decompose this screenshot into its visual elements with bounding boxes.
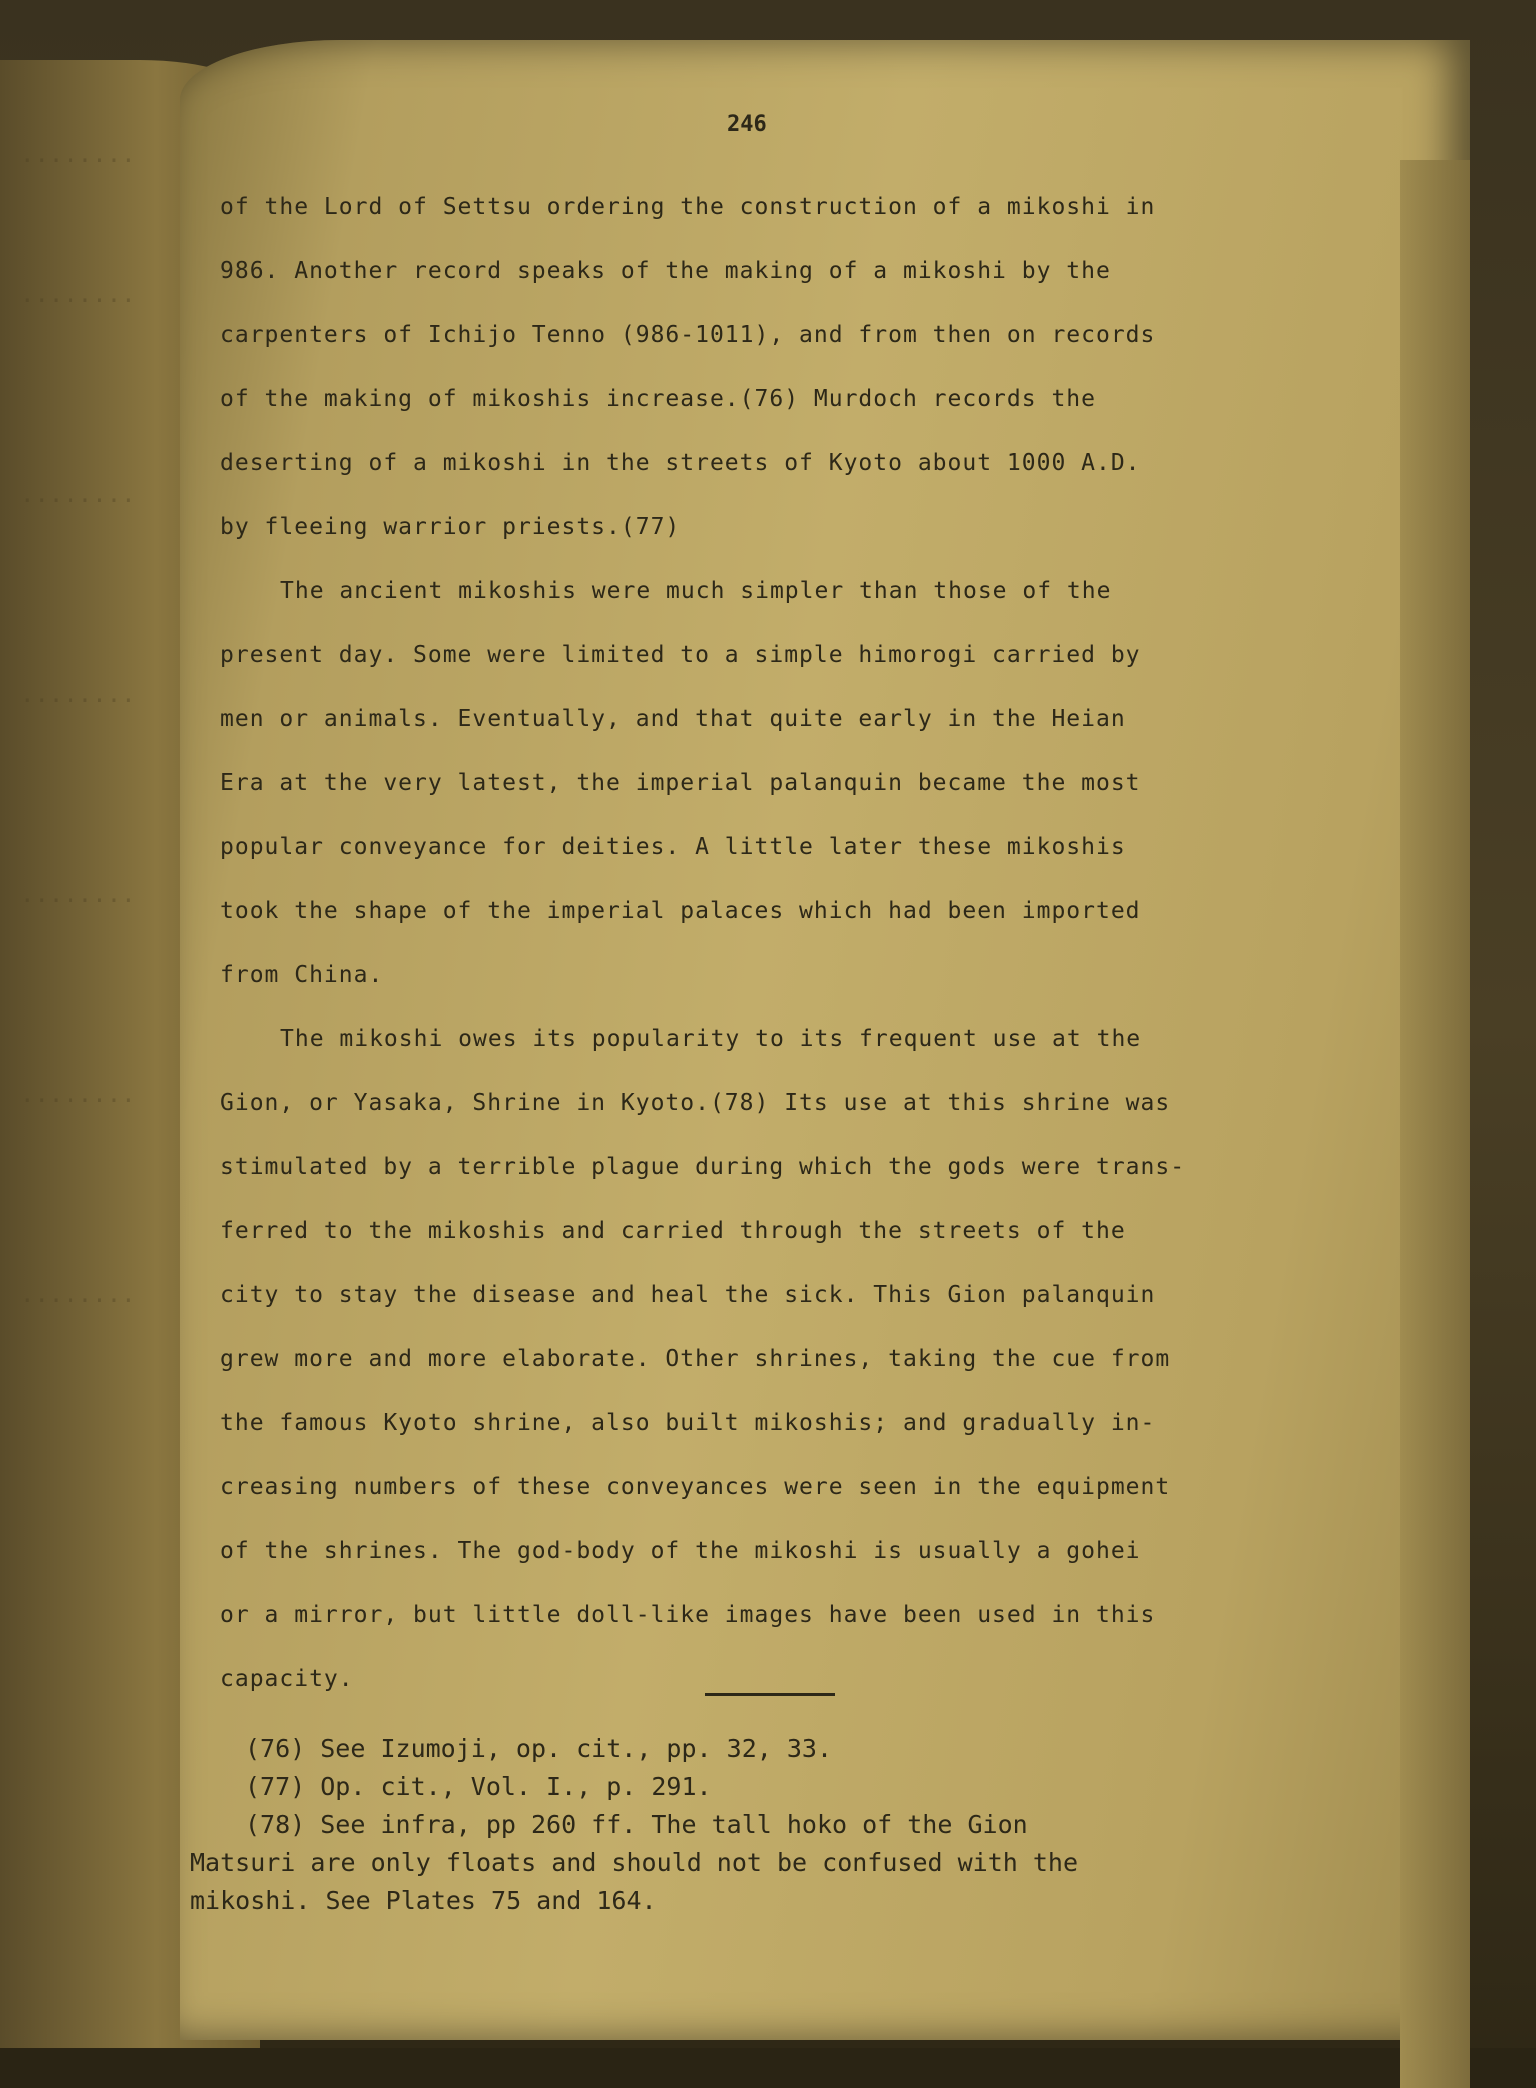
body-line: of the making of mikoshis increase.(76) Murdoch records the [220,386,1096,412]
body-line: present day. Some were limited to a simple himorogi carried by [220,642,1141,668]
body-line: The ancient mikoshis were much simpler than those of the [280,578,1112,604]
body-line: creasing numbers of these conveyances were seen in the equipment [220,1474,1171,1500]
footnote-77: (77) Op. cit., Vol. I., p. 291. [245,1772,712,1801]
footnote-76: (76) See Izumoji, op. cit., pp. 32, 33. [245,1734,832,1763]
body-text [220,175,1300,1711]
left-facing-page: ........ ........ ........ ........ ........ ........ ........ [0,60,260,2048]
body-line: of the Lord of Settsu ordering the construction of a mikoshi in [220,194,1156,220]
body-line: carpenters of Ichijo Tenno (986-1011), and from then on records [220,322,1156,348]
footnote-78-continued: Matsuri are only floats and should not be confused with the [190,1848,1079,1877]
body-line: The mikoshi owes its popularity to its frequent use at the [280,1026,1142,1052]
body-line: of the shrines. The god-body of the mikoshi is usually a gohei [220,1538,1141,1564]
footnote-78-continued: mikoshi. See Plates 75 and 164. [190,1886,657,1915]
body-line: city to stay the disease and heal the sick. This Gion palanquin [220,1282,1156,1308]
footnote-78: (78) See infra, pp 260 ff. The tall hoko of the Gion [245,1810,1028,1839]
body-line: took the shape of the imperial palaces which had been imported [220,898,1141,924]
body-line: grew more and more elaborate. Other shrines, taking the cue from [220,1346,1171,1372]
body-line: capacity. [220,1666,354,1692]
body-line: Era at the very latest, the imperial palanquin became the most [220,770,1141,796]
body-line: by fleeing warrior priests.(77) [220,514,681,540]
body-line: stimulated by a terrible plague during which the gods were trans- [220,1154,1186,1180]
body-line: or a mirror, but little doll-like images have been used in this [220,1602,1156,1628]
page-edge [1400,160,1470,2088]
body-line: deserting of a mikoshi in the streets of Kyoto about 1000 A.D. [220,450,1141,476]
body-line: 986. Another record speaks of the making of a mikoshi by the [220,258,1111,284]
body-line: the famous Kyoto shrine, also built mikoshis; and gradually in- [220,1410,1156,1436]
body-line: popular conveyance for deities. A little later these mikoshis [220,834,1126,860]
body-line: from China. [220,962,384,988]
body-line: men or animals. Eventually, and that quite early in the Heian [220,706,1126,732]
body-line: Gion, or Yasaka, Shrine in Kyoto.(78) Its use at this shrine was [220,1090,1171,1116]
footnote-rule [705,1693,835,1696]
body-line: ferred to the mikoshis and carried through the streets of the [220,1218,1126,1244]
page-number: 246 [727,112,767,137]
